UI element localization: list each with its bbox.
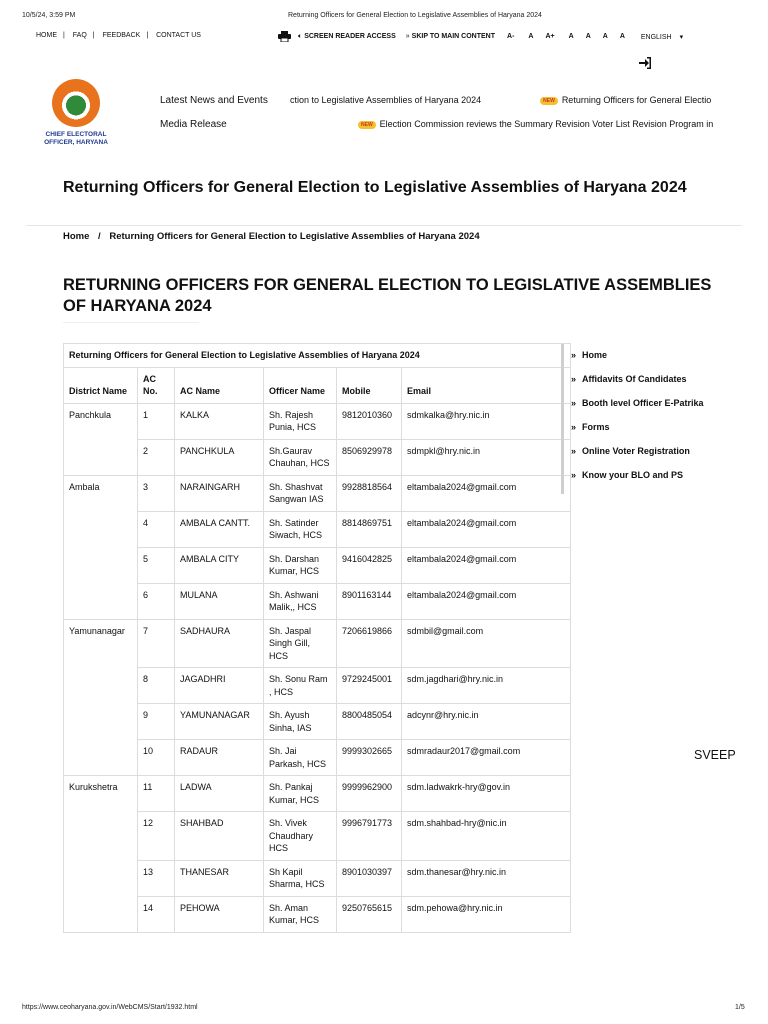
email-cell[interactable]: sdm.shahbad-hry@nic.in <box>402 812 571 861</box>
divider <box>26 225 742 226</box>
ac-name-cell: JAGADHRI <box>175 668 264 704</box>
officer-name-cell: Sh. Rajesh Punia, HCS <box>264 403 337 439</box>
sidebar-item-affidavits[interactable] <box>571 374 761 384</box>
email-cell[interactable]: sdm.jagdhari@hry.nic.in <box>402 668 571 704</box>
sidebar-item-forms[interactable] <box>571 422 761 432</box>
officer-name-cell: Sh. Shashvat Sangwan IAS <box>264 475 337 511</box>
print-icon[interactable] <box>278 31 291 42</box>
officer-name-cell: Sh.Gaurav Chauhan, HCS <box>264 439 337 475</box>
mobile-cell[interactable]: 9999302665 <box>337 740 402 776</box>
sidebar-item-home[interactable] <box>571 350 761 360</box>
ac-name-cell: PANCHKULA <box>175 439 264 475</box>
chevron-right-icon: » <box>571 470 577 480</box>
sidebar-item-online-registration[interactable] <box>571 446 761 456</box>
heading-underline <box>63 322 199 323</box>
table-row <box>64 619 571 668</box>
mobile-cell[interactable]: 8814869751 <box>337 511 402 547</box>
table-row <box>64 776 571 812</box>
chevron-right-icon: » <box>571 446 577 456</box>
sidebar-item-label: Home <box>582 350 608 360</box>
logo-line-1: CHIEF ELECTORAL <box>45 131 107 138</box>
col-header-district: District Name <box>64 367 138 403</box>
login-icon[interactable] <box>639 57 651 69</box>
section-heading: RETURNING OFFICERS FOR GENERAL ELECTION TO LEGISLATIVE ASSEMBLIES OF HARYANA 2024 <box>63 276 712 315</box>
sidebar-item-label: Know your BLO and PS <box>582 470 684 480</box>
print-datetime: 10/5/24, 3:59 PM <box>22 12 76 19</box>
sidebar-item-label: Booth level Officer E-Patrika <box>582 398 704 408</box>
col-header-officer: Officer Name <box>264 367 337 403</box>
utility-nav <box>36 32 207 39</box>
mobile-cell[interactable]: 9812010360 <box>337 403 402 439</box>
util-link-feedback[interactable]: FEEDBACK <box>102 32 141 39</box>
font-normal-button[interactable]: A <box>528 33 534 40</box>
officer-name-cell: Sh Kapil Sharma, HCS <box>264 860 337 896</box>
table-row <box>64 439 571 475</box>
email-cell[interactable]: eltambala2024@gmail.com <box>402 511 571 547</box>
table-row <box>64 860 571 896</box>
sidebar-item-blo-epatrika[interactable] <box>571 398 761 408</box>
sidebar-item-know-blo[interactable] <box>571 470 761 480</box>
mobile-cell[interactable]: 8506929978 <box>337 439 402 475</box>
mobile-cell[interactable]: 9928818564 <box>337 475 402 511</box>
ac-no-cell: 7 <box>138 619 175 668</box>
accessibility-bar <box>278 31 695 42</box>
caret-down-icon: ▾ <box>679 33 684 41</box>
email-cell[interactable]: eltambala2024@gmail.com <box>402 583 571 619</box>
ac-no-cell: 11 <box>138 776 175 812</box>
ticker-item[interactable]: ction to Legislative Assemblies of Haryana 2024 <box>290 95 482 105</box>
ac-name-cell: NARAINGARH <box>175 475 264 511</box>
email-cell[interactable]: eltambala2024@gmail.com <box>402 547 571 583</box>
ac-no-cell: 5 <box>138 547 175 583</box>
news-label: Latest News and Events <box>160 95 268 106</box>
language-select[interactable] <box>641 33 689 41</box>
chevron-right-icon: » <box>571 422 577 432</box>
table-row <box>64 547 571 583</box>
sidebar-item-label: Affidavits Of Candidates <box>582 374 687 384</box>
email-cell[interactable]: sdm.thanesar@hry.nic.in <box>402 860 571 896</box>
ac-no-cell: 2 <box>138 439 175 475</box>
table-caption: Returning Officers for General Election to Legislative Assemblies of Haryana 2024 <box>64 344 571 368</box>
col-header-ac-name: AC Name <box>175 367 264 403</box>
language-label: ENGLISH <box>640 33 672 41</box>
email-cell[interactable]: sdm.pehowa@hry.nic.in <box>402 896 571 932</box>
mobile-cell[interactable]: 9250765615 <box>337 896 402 932</box>
mobile-cell[interactable]: 7206619866 <box>337 619 402 668</box>
officer-name-cell: Sh. Sonu Ram , HCS <box>264 668 337 704</box>
theme-button-2[interactable]: A <box>585 33 591 40</box>
sidebar-item-label: Online Voter Registration <box>582 446 690 456</box>
news-ticker[interactable] <box>290 95 733 105</box>
ac-name-cell: RADAUR <box>175 740 264 776</box>
new-badge: NEW <box>358 121 376 129</box>
media-label: Media Release <box>160 119 227 130</box>
media-ticker[interactable] <box>358 119 733 129</box>
mobile-cell[interactable]: 9996791773 <box>337 812 402 861</box>
emblem-icon <box>52 79 100 127</box>
ac-no-cell: 3 <box>138 475 175 511</box>
table-caption-row <box>64 344 571 368</box>
ticker-item[interactable]: Returning Officers for General Electio <box>561 95 712 105</box>
table-scrollbar[interactable] <box>561 344 564 494</box>
ac-no-cell: 9 <box>138 704 175 740</box>
chevron-right-icon: » <box>571 374 577 384</box>
new-badge: NEW <box>540 97 558 105</box>
col-header-email: Email <box>402 367 571 403</box>
speaker-icon: 🔈︎ <box>298 32 303 40</box>
email-cell[interactable]: sdm.ladwakrk-hry@gov.in <box>402 776 571 812</box>
ac-name-cell: AMBALA CITY <box>175 547 264 583</box>
officer-name-cell: Sh. Jai Parkash, HCS <box>264 740 337 776</box>
table-row <box>64 403 571 439</box>
ac-name-cell: AMBALA CANTT. <box>175 511 264 547</box>
col-header-ac-no: AC No. <box>138 367 175 403</box>
chevron-right-icon: » <box>571 350 577 360</box>
breadcrumb-current: Returning Officers for General Election to Legislative Assemblies of Haryana 2024 <box>109 231 480 242</box>
mobile-cell[interactable]: 8901030397 <box>337 860 402 896</box>
footer-page-number: 1/5 <box>735 1004 745 1011</box>
officer-name-cell: Sh. Jaspal Singh Gill, HCS <box>264 619 337 668</box>
email-cell[interactable]: sdmpkl@hry.nic.in <box>402 439 571 475</box>
ac-no-cell: 4 <box>138 511 175 547</box>
officer-name-cell: Sh. Ayush Sinha, IAS <box>264 704 337 740</box>
district-name-cell: Kurukshetra <box>64 776 138 933</box>
table-row <box>64 812 571 861</box>
mobile-cell[interactable]: 9416042825 <box>337 547 402 583</box>
ac-name-cell: SHAHBAD <box>175 812 264 861</box>
officer-name-cell: Sh. Vivek Chaudhary HCS <box>264 812 337 861</box>
ac-no-cell: 6 <box>138 583 175 619</box>
logo-line-2: OFFICER, HARYANA <box>44 139 108 146</box>
col-header-mobile: Mobile <box>337 367 402 403</box>
officer-name-cell: Sh. Satinder Siwach, HCS <box>264 511 337 547</box>
table-row <box>64 475 571 511</box>
util-link-contact[interactable]: CONTACT US <box>156 32 201 39</box>
email-cell[interactable]: sdmkalka@hry.nic.in <box>402 403 571 439</box>
table-row <box>64 704 571 740</box>
officer-name-cell: Sh. Ashwani Malik,, HCS <box>264 583 337 619</box>
ac-name-cell: YAMUNANAGAR <box>175 704 264 740</box>
district-name-cell: Panchkula <box>64 403 138 475</box>
table-row <box>64 583 571 619</box>
table-header-row <box>64 367 571 403</box>
returning-officers-table <box>63 343 571 933</box>
theme-button-4[interactable]: A <box>619 33 625 40</box>
util-link-home[interactable]: HOME <box>36 32 57 39</box>
sveep-link[interactable]: SVEEP <box>694 748 736 762</box>
ac-name-cell: LADWA <box>175 776 264 812</box>
ac-no-cell: 12 <box>138 812 175 861</box>
font-increase-button[interactable]: A+ <box>545 33 555 40</box>
email-cell[interactable]: adcynr@hry.nic.in <box>402 704 571 740</box>
email-cell[interactable]: eltambala2024@gmail.com <box>402 475 571 511</box>
ac-no-cell: 14 <box>138 896 175 932</box>
ac-no-cell: 10 <box>138 740 175 776</box>
ac-name-cell: MULANA <box>175 583 264 619</box>
skip-icon: » <box>405 33 410 40</box>
ac-name-cell: PEHOWA <box>175 896 264 932</box>
sidebar-item-label: Forms <box>582 422 610 432</box>
chevron-right-icon: » <box>571 398 577 408</box>
font-decrease-button[interactable]: A- <box>507 33 515 40</box>
email-cell[interactable]: sdmbil@gmail.com <box>402 619 571 668</box>
table-row <box>64 740 571 776</box>
ticker-item[interactable]: Election Commission reviews the Summary Revision Voter List Revision Program in <box>379 119 714 129</box>
util-sep: | <box>146 32 149 39</box>
mobile-cell[interactable]: 8901163144 <box>337 583 402 619</box>
email-cell[interactable]: sdmradaur2017@gmail.com <box>402 740 571 776</box>
district-name-cell: Yamunanagar <box>64 619 138 776</box>
screen-reader-link[interactable]: SCREEN READER ACCESS <box>304 33 396 40</box>
table-row <box>64 668 571 704</box>
mobile-cell[interactable]: 8800485054 <box>337 704 402 740</box>
theme-button-1[interactable]: A <box>568 33 574 40</box>
officer-name-cell: Sh. Pankaj Kumar, HCS <box>264 776 337 812</box>
theme-button-3[interactable]: A <box>602 33 608 40</box>
util-link-faq[interactable]: FAQ <box>72 32 87 39</box>
ac-no-cell: 1 <box>138 403 175 439</box>
mobile-cell[interactable]: 9999962900 <box>337 776 402 812</box>
breadcrumb-sep: / <box>98 231 101 242</box>
ac-name-cell: SADHAURA <box>175 619 264 668</box>
print-doc-title: Returning Officers for General Election to Legislative Assemblies of Haryana 2024 <box>288 12 542 19</box>
ac-name-cell: THANESAR <box>175 860 264 896</box>
breadcrumb <box>63 231 480 242</box>
util-sep: | <box>92 32 95 39</box>
district-name-cell: Ambala <box>64 475 138 619</box>
site-logo[interactable] <box>34 79 118 147</box>
table-row <box>64 896 571 932</box>
footer-url: https://www.ceoharyana.gov.in/WebCMS/Start/1932.html <box>22 1004 198 1011</box>
util-sep: | <box>63 32 65 39</box>
ac-no-cell: 8 <box>138 668 175 704</box>
table-row <box>64 511 571 547</box>
officer-name-cell: Sh. Darshan Kumar, HCS <box>264 547 337 583</box>
breadcrumb-home[interactable]: Home <box>63 231 90 242</box>
officer-name-cell: Sh. Aman Kumar, HCS <box>264 896 337 932</box>
mobile-cell[interactable]: 9729245001 <box>337 668 402 704</box>
page-title: Returning Officers for General Election to Legislative Assemblies of Haryana 2024 <box>63 179 687 196</box>
sidebar-nav <box>571 350 761 494</box>
skip-main-link[interactable]: SKIP TO MAIN CONTENT <box>411 33 496 40</box>
ac-name-cell: KALKA <box>175 403 264 439</box>
ac-no-cell: 13 <box>138 860 175 896</box>
